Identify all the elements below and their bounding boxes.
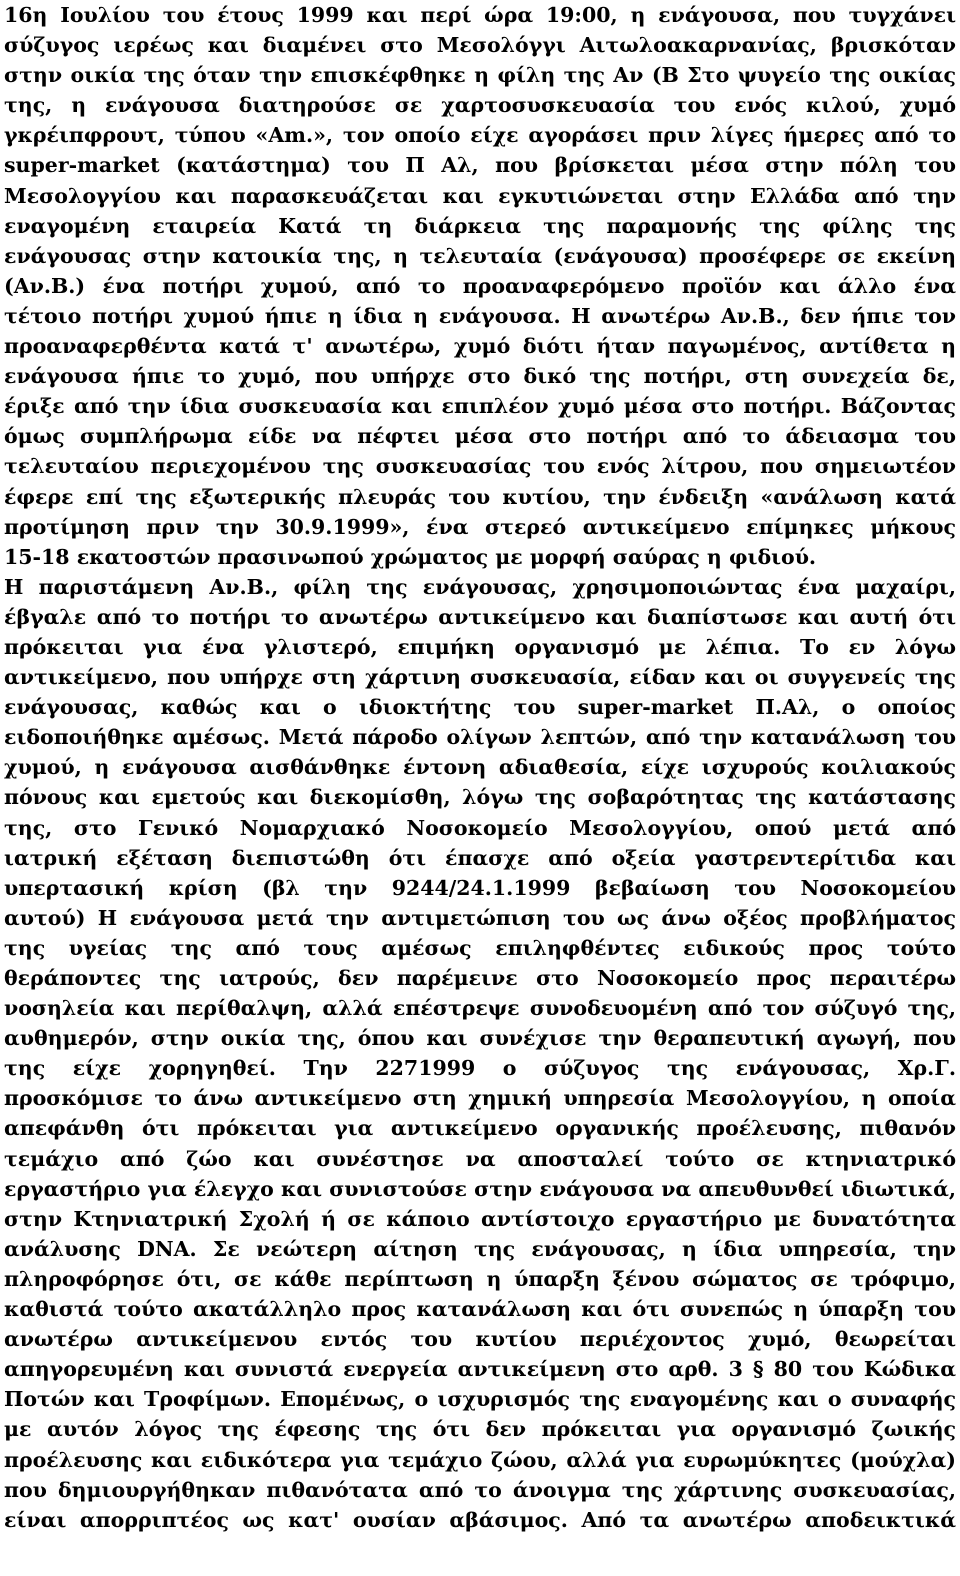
text-line: ανωτέρω αντικείμενου εντός του κυτίου περιέχοντος χυμό, θεωρείται (4, 1327, 956, 1352)
text-line: της υγείας της από τους αμέσως επιληφθέντες ειδικούς προς τούτο (4, 935, 956, 960)
text-line: ενάγουσας, καθώς και ο ιδιοκτήτης του super-market Π.Αλ, ο οποίος (4, 695, 956, 720)
text-line: πληροφόρησε ότι, σε κάθε περίπτωση η ύπαρξη ξένου σώματος σε τρόφιμο, (4, 1266, 956, 1291)
text-line: έβγαλε από το ποτήρι το ανωτέρω αντικείμενο και διαπίστωσε και αυτή ότι (4, 604, 956, 629)
text-line: τεμάχιο από ζώο και συνέστησε να αποσταλεί τούτο σε κτηνιατρικό (4, 1146, 956, 1171)
text-line: στην Κτηνιατρική Σχολή ή σε κάποιο αντίστοιχο εργαστήριο με δυνατότητα (4, 1206, 956, 1231)
text-line: με αυτόν λόγος της έφεσης της ότι δεν πρόκειται για οργανισμό ζωικής (4, 1417, 956, 1442)
text-line: στην οικία της όταν την επισκέφθηκε η φίλη της Αν (Β Στο ψυγείο της οικίας (4, 63, 956, 88)
text-line: πρόκειται για ένα γλιστερό, επιμήκη οργανισμό με λέπια. Το εν λόγω (4, 634, 956, 659)
text-line: εργαστήριο για έλεγχο και συνιστούσε στην ενάγουσα να απευθυνθεί ιδιωτικά, (4, 1176, 956, 1201)
text-line: τέτοιο ποτήρι χυμού ήπιε η ίδια η ενάγουσα. Η ανωτέρω Αν.Β., δεν ήπιε τον (4, 303, 956, 328)
text-line: έφερε επί της εξωτερικής πλευράς του κυτίου, την ένδειξη «ανάλωση κατά (4, 484, 956, 509)
text-line: της είχε χορηγηθεί. Την 2271999 ο σύζυγος της ενάγουσας, Χρ.Γ. (4, 1056, 956, 1081)
text-line: πόνους και εμετούς και διεκομίσθη, λόγω της σοβαρότητας της κατάστασης (4, 785, 956, 810)
text-line: Ποτών και Τροφίμων. Επομένως, ο ισχυρισμός της εναγομένης και ο συναφής (4, 1387, 956, 1412)
text-line: έριξε από την ίδια συσκευασία και επιπλέον χυμό μέσα στο ποτήρι. Βάζοντας (4, 394, 956, 419)
text-line: τελευταίου περιεχομένου της συσκευασίας του ενός λίτρου, που σημειωτέον (4, 454, 956, 479)
text-line: προσκόμισε το άνω αντικείμενο στη χημική υπηρεσία Μεσολογγίου, η οποία (4, 1086, 956, 1111)
text-line: αυθημερόν, στην οικία της, όπου και συνέχισε την θεραπευτική αγωγή, που (4, 1026, 956, 1051)
text-line: είναι απορριπτέος ως κατ' ουσίαν αβάσιμος. Από τα ανωτέρω αποδεικτικά (4, 1507, 956, 1532)
text-line: αυτού) Η ενάγουσα μετά την αντιμετώπιση του ως άνω οξέος προβλήματος (4, 905, 956, 930)
text-line: Η παριστάμενη Αν.Β., φίλη της ενάγουσας, χρησιμοποιώντας ένα μαχαίρι, (4, 574, 956, 599)
text-line: ιατρική εξέταση διεπιστώθη ότι έπασχε από οξεία γαστρεντερίτιδα και (4, 845, 956, 870)
text-line: όμως συμπλήρωμα είδε να πέφτει μέσα στο ποτήρι από το άδειασμα του (4, 424, 956, 449)
text-line: απεφάνθη ότι πρόκειται για αντικείμενο οργανικής προέλευσης, πιθανόν (4, 1116, 956, 1141)
text-line: προέλευσης και ειδικότερα για τεμάχιο ζώου, αλλά για ευρωμύκητες (μούχλα) (4, 1447, 956, 1472)
text-line: χυμού, η ενάγουσα αισθάνθηκε έντονη αδιαθεσία, είχε ισχυρούς κοιλιακούς (4, 755, 956, 780)
text-line: που δημιουργήθηκαν πιθανότατα από το άνοιγμα της χάρτινης συσκευασίας, (4, 1477, 956, 1502)
text-line: ανάλυσης DNA. Σε νεώτερη αίτηση της ενάγουσας, η ίδια υπηρεσία, την (4, 1236, 956, 1261)
text-line: (Αν.Β.) ένα ποτήρι χυμού, από το προαναφερόμενο προϊόν και άλλο ένα (4, 273, 956, 298)
text-line: γκρέιπφρουτ, τύπου «Am.», τον οποίο είχε αγοράσει πριν λίγες ήμερες από το (4, 123, 956, 148)
text-line: θεράποντες της ιατρούς, δεν παρέμεινε στο Νοσοκομείο προς περαιτέρω (4, 966, 956, 990)
text-line: υπερτασική κρίση (βλ την 9244/24.1.1999 βεβαίωση του Νοσοκομείου (4, 875, 956, 900)
text-line: της, η ενάγουσα διατηρούσε σε χαρτοσυσκευασία του ενός κιλού, χυμό (4, 93, 956, 118)
text-line: εναγομένη εταιρεία Κατά τη διάρκεια της παραμονής της φίλης της (4, 213, 956, 238)
text-line: αντικείμενο, που υπήρχε στη χάρτινη συσκευασία, είδαν και οι συγγενείς της (4, 665, 956, 690)
text-line: 16η Ιουλίου του έτους 1999 και περί ώρα 19:00, η ενάγουσα, που τυγχάνει (4, 3, 956, 27)
body-text (4, 0, 956, 1565)
text-line: προαναφερθέντα κατά τ' ανωτέρω, χυμό διότι ήταν παγωμένος, αντίθετα η (4, 334, 956, 359)
text-line: καθιστά τούτο ακατάλληλο προς κατανάλωση και ότι συνεπώς η ύπαρξη του (4, 1297, 956, 1322)
text-line: σύζυγος ιερέως και διαμένει στο Μεσολόγγι Αιτωλοακαρνανίας, βρισκόταν (4, 33, 956, 58)
text-line: super-market (κατάστημα) του Π Αλ, που βρίσκεται μέσα στην πόλη του (4, 153, 956, 178)
text-line: απηγορευμένη και συνιστά ενεργεία αντικείμενη στο αρθ. 3 § 80 του Κώδικα (4, 1357, 956, 1382)
text-line (4, 1535, 956, 1565)
text-line: προτίμηση πριν την 30.9.1999», ένα στερεό αντικείμενο επίμηκες μήκους (4, 514, 956, 539)
text-line: ειδοποιήθηκε αμέσως. Μετά πάροδο ολίγων λεπτών, από την κατανάλωση του (4, 725, 956, 750)
text-line: 15-18 εκατοστών πρασινωπού χρώματος με μορφή σαύρας η φιδιού. (4, 544, 817, 569)
text-line: Μεσολογγίου και παρασκευάζεται και εγκυτιώνεται στην Ελλάδα από την (4, 183, 956, 208)
text-line: ενάγουσας στην κατοικία της, η τελευταία (ενάγουσα) προσέφερε σε εκείνη (4, 243, 956, 268)
text-line: ενάγουσα ήπιε το χυμό, που υπήρχε στο δικό της ποτήρι, στη συνεχεία δε, (4, 364, 956, 389)
text-line: νοσηλεία και περίθαλψη, αλλά επέστρεψε συνοδευομένη από τον σύζυγό της, (4, 996, 956, 1021)
text-line: της, στο Γενικό Νομαρχιακό Νοσοκομείο Μεσολογγίου, οπού μετά από (4, 815, 956, 840)
